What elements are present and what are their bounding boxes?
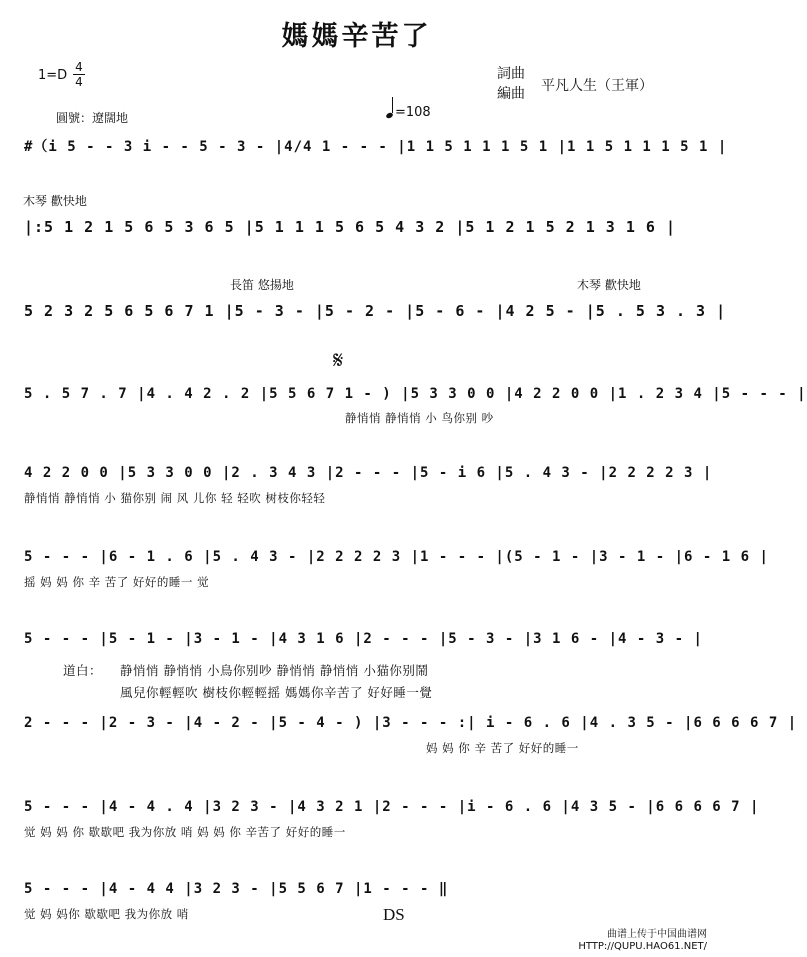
credit-arranger-role: 編曲 (497, 86, 525, 102)
lyrics-line-10: 觉 妈 妈你 歇歇吧 我为你放 哨 (24, 907, 189, 921)
staff-line-5: 4 2 2 0 0 |5 3 3 0 0 |2 . 3 4 3 |2 - - - |5 - i 6 |5 . 4 3 - |2 2 2 2 3 | (24, 465, 713, 481)
lyrics-line-8: 妈 妈 你 辛 苦了 好好的睡一 (426, 741, 579, 755)
staff-line-6: 5 - - - |6 - 1 . 6 |5 . 4 3 - |2 2 2 2 3 |1 - - - |(5 - 1 - |3 - 1 - |6 - 1 6 | (24, 549, 769, 565)
credit-name: 平凡人生（王軍） (541, 78, 653, 94)
time-signature-bottom: 4 (73, 74, 85, 89)
tempo-value: =108 (395, 105, 431, 120)
time-signature (73, 60, 85, 89)
lyrics-line-5: 静悄悄 静悄悄 小 猫你别 闹 风 儿你 轻 轻吹 树枝你轻轻 (24, 491, 326, 505)
ds-marking: DS (383, 905, 405, 924)
staff-line-4: 5 . 5 7 . 7 |4 . 4 2 . 2 |5 5 6 7 1 - ) |5 3 3 0 0 |4 2 2 0 0 |1 . 2 3 4 |5 - - - | (24, 386, 807, 402)
page-title: 媽媽辛苦了 (281, 21, 432, 52)
staff-line-2: |:5 1 2 1 5 6 5 3 6 5 |5 1 1 1 5 6 5 4 3 2 |5 1 2 1 5 2 1 3 1 6 | (24, 218, 676, 236)
time-signature-top: 4 (75, 60, 83, 74)
staff-line-7: 5 - - - |5 - 1 - |3 - 1 - |4 3 1 6 |2 - - - |5 - 3 - |3 1 6 - |4 - 3 - | (24, 631, 703, 647)
expression-accordion: 木琴 歡快地 (23, 194, 87, 208)
staff-line-3: 5 2 3 2 5 6 5 6 7 1 |5 - 3 - |5 - 2 - |5 - 6 - |4 2 5 - |5 . 5 3 . 3 | (24, 302, 727, 320)
segno-sign: 𝄋 (333, 346, 344, 374)
expression-accordion-2: 木琴 歡快地 (577, 278, 641, 292)
tempo-mark (386, 100, 431, 120)
speech-label: 道白： (63, 663, 103, 678)
footer-line-2: HTTP://QUPU.HAO61.NET/ (578, 941, 707, 952)
credit-lyrics-role: 詞曲 (497, 66, 525, 82)
staff-line-8: 2 - - - |2 - 3 - |4 - 2 - |5 - 4 - ) |3 - - - :| i - 6 . 6 |4 . 3 5 - |6 6 6 6 7 | (24, 715, 798, 731)
key-signature: 1=D (38, 68, 68, 83)
footer-watermark (578, 929, 707, 953)
expression-intro: 圓號：遼闊地 (56, 111, 129, 125)
speech-line-2: 風兒你輕輕吹 樹枝你輕輕摇 媽媽你辛苦了 好好睡一覺 (120, 685, 433, 700)
lyrics-line-9: 觉 妈 妈 你 歇歇吧 我为你放 哨 妈 妈 你 辛苦了 好好的睡一 (24, 825, 346, 839)
staff-line-10: 5 - - - |4 - 4 4 |3 2 3 - |5 5 6 7 |1 - - - ‖ (24, 881, 449, 897)
speech-line-1: 静悄悄 静悄悄 小鳥你别吵 静悄悄 静悄悄 小猫你别鬧 (120, 663, 429, 678)
credit-roles (497, 64, 525, 104)
expression-flute: 長笛 悠揚地 (230, 278, 294, 292)
footer-line-1: 曲谱上传于中国曲谱网 (607, 929, 707, 940)
staff-line-9: 5 - - - |4 - 4 . 4 |3 2 3 - |4 3 2 1 |2 - - - |i - 6 . 6 |4 3 5 - |6 6 6 6 7 | (24, 799, 760, 815)
lyrics-line-6: 摇 妈 妈 你 辛 苦了 好好的睡一 觉 (24, 575, 210, 589)
staff-line-1: #（i 5 - - 3 i - - 5 - 3 - |4/4 1 - - - |1 1 5 1 1 1 5 1 |1 1 5 1 1 1 5 1 | (24, 139, 728, 155)
lyrics-line-4: 静悄悄 静悄悄 小 鸟你别 吵 (345, 411, 494, 425)
